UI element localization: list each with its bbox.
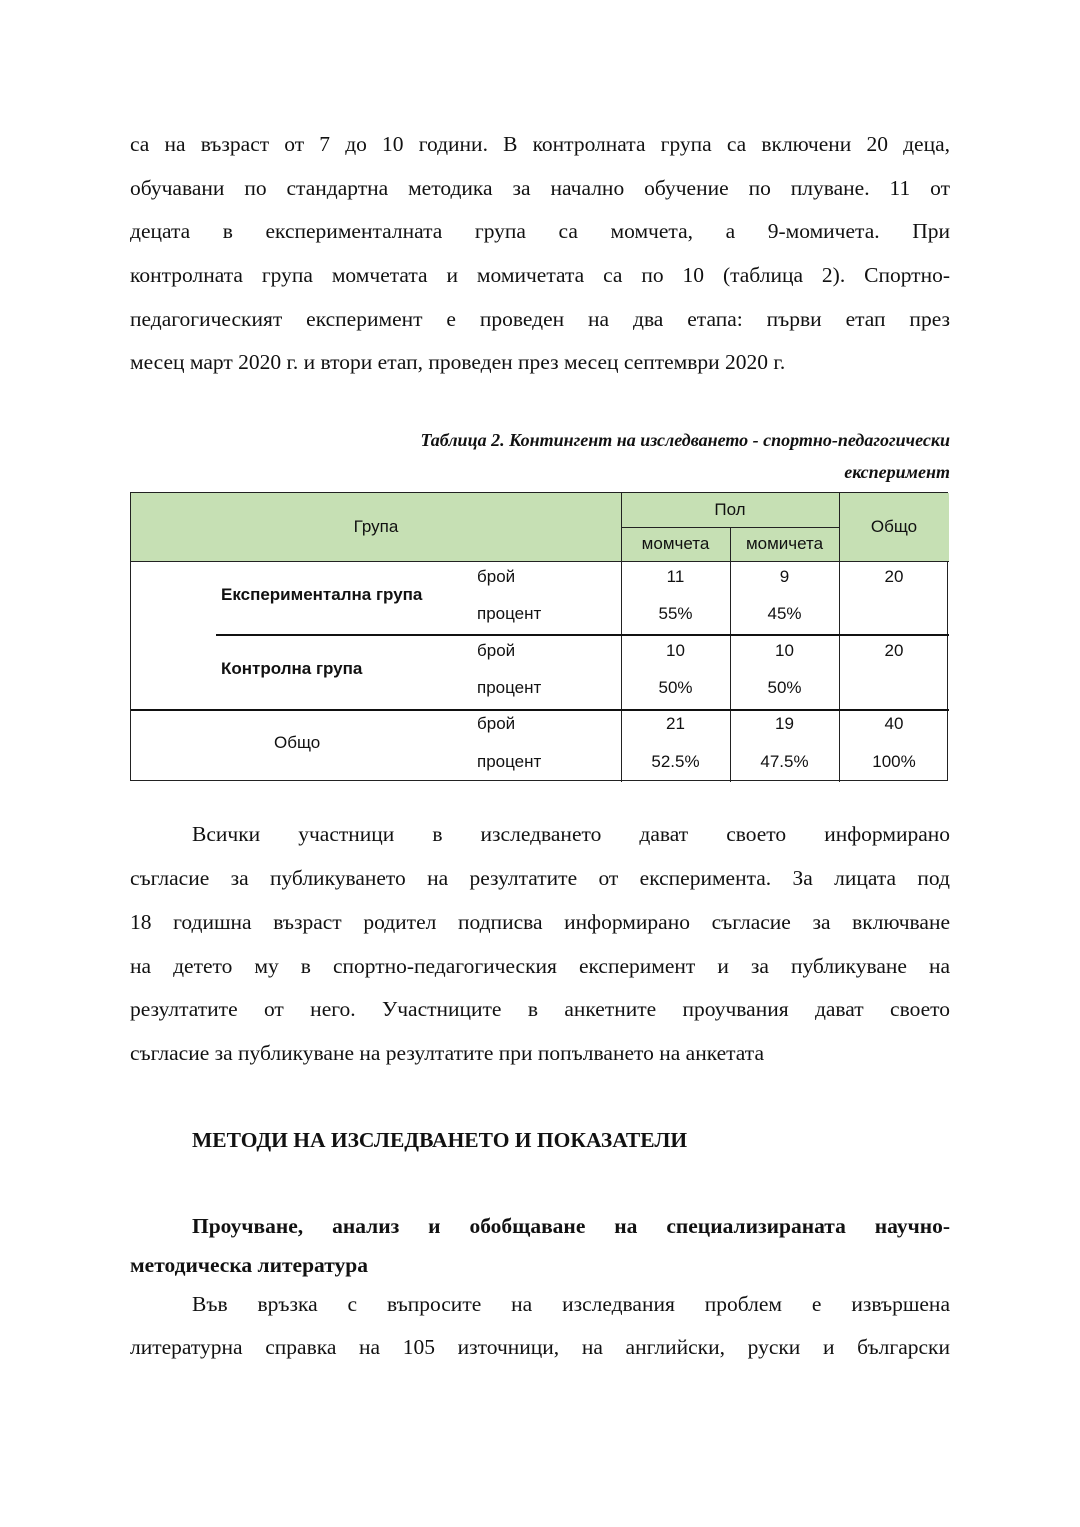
boys-count: 11 <box>666 567 685 586</box>
total-count: 40 <box>884 714 904 733</box>
header-boys: момчета <box>621 527 730 561</box>
girls-count: 10 <box>775 641 794 660</box>
group-label: Общо <box>274 733 321 752</box>
girls-count: 19 <box>775 714 794 733</box>
percent-label: процент <box>477 752 542 771</box>
text-line: контролната група момчетата и момичетата са по 10 (таблица 2). Спортно- <box>130 263 950 287</box>
table-caption: експеримент <box>844 462 950 482</box>
count-label: брой <box>477 714 516 733</box>
group-label: Експериментална група <box>221 585 423 604</box>
girls-count: 9 <box>779 567 790 586</box>
girls-percent: 47.5% <box>760 752 809 771</box>
text-line: обучавани по стандартна методика за начално обучение по плуване. 11 от <box>130 176 950 200</box>
text-line: резултатите от него. Участниците в анкетните проучвания дават своето <box>130 997 950 1021</box>
count-label: брой <box>477 641 516 660</box>
percent-label: процент <box>477 604 542 623</box>
text-line: 18 годишна възраст родител подписва информирано съгласие за включване <box>130 910 950 934</box>
text-line: месец март 2020 г. и втори етап, проведен през месец септември 2020 г. <box>130 350 786 374</box>
header-sex: Пол <box>621 493 839 527</box>
text-line: педагогическият експеримент е проведен на два етапа: първи етап през <box>130 307 950 331</box>
header-group: Група <box>131 493 621 561</box>
text-line: Проучване, анализ и обобщаване на специализираната научно- <box>192 1214 950 1238</box>
boys-percent: 50% <box>658 678 693 697</box>
boys-percent: 55% <box>658 604 693 623</box>
boys-count: 21 <box>666 714 685 733</box>
text-line: литературна справка на 105 източници, на английски, руски и български <box>130 1335 950 1359</box>
text-line: са на възраст от 7 до 10 години. В контролната група са включени 20 деца, <box>130 132 950 156</box>
section-heading: МЕТОДИ НА ИЗСЛЕДВАНЕТО И ПОКАЗАТЕЛИ <box>192 1128 688 1152</box>
girls-percent: 45% <box>767 604 802 623</box>
girls-percent: 50% <box>767 678 802 697</box>
total-count: 20 <box>884 641 904 660</box>
text-line: съгласие за публикуването на резултатите от експеримента. За лицата под <box>130 866 950 890</box>
total-count: 20 <box>884 567 904 586</box>
text-line: съгласие за публикуване на резултатите при попълването на анкетата <box>130 1041 764 1065</box>
text-line: методическа литература <box>130 1253 368 1277</box>
text-line: на детето му в спортно-педагогическия експеримент и за публикуване на <box>130 954 950 978</box>
text-line: Във връзка с въпросите на изследвания проблем е извършена <box>192 1292 950 1316</box>
count-label: брой <box>477 567 516 586</box>
table-caption: Таблица 2. Контингент на изследването - спортно-педагогически <box>420 430 950 450</box>
text-line: децата в експерименталната група са момчета, а 9-момичета. При <box>130 219 950 243</box>
header-girls: момичета <box>730 527 839 561</box>
percent-label: процент <box>477 678 542 697</box>
contingent-table <box>130 492 948 781</box>
total-percent: 100% <box>872 752 916 771</box>
header-total: Общо <box>839 493 949 561</box>
boys-percent: 52.5% <box>651 752 700 771</box>
group-label: Контролна група <box>221 659 363 678</box>
text-line: Всички участници в изследването дават своето информирано <box>192 822 950 846</box>
boys-count: 10 <box>666 641 685 660</box>
